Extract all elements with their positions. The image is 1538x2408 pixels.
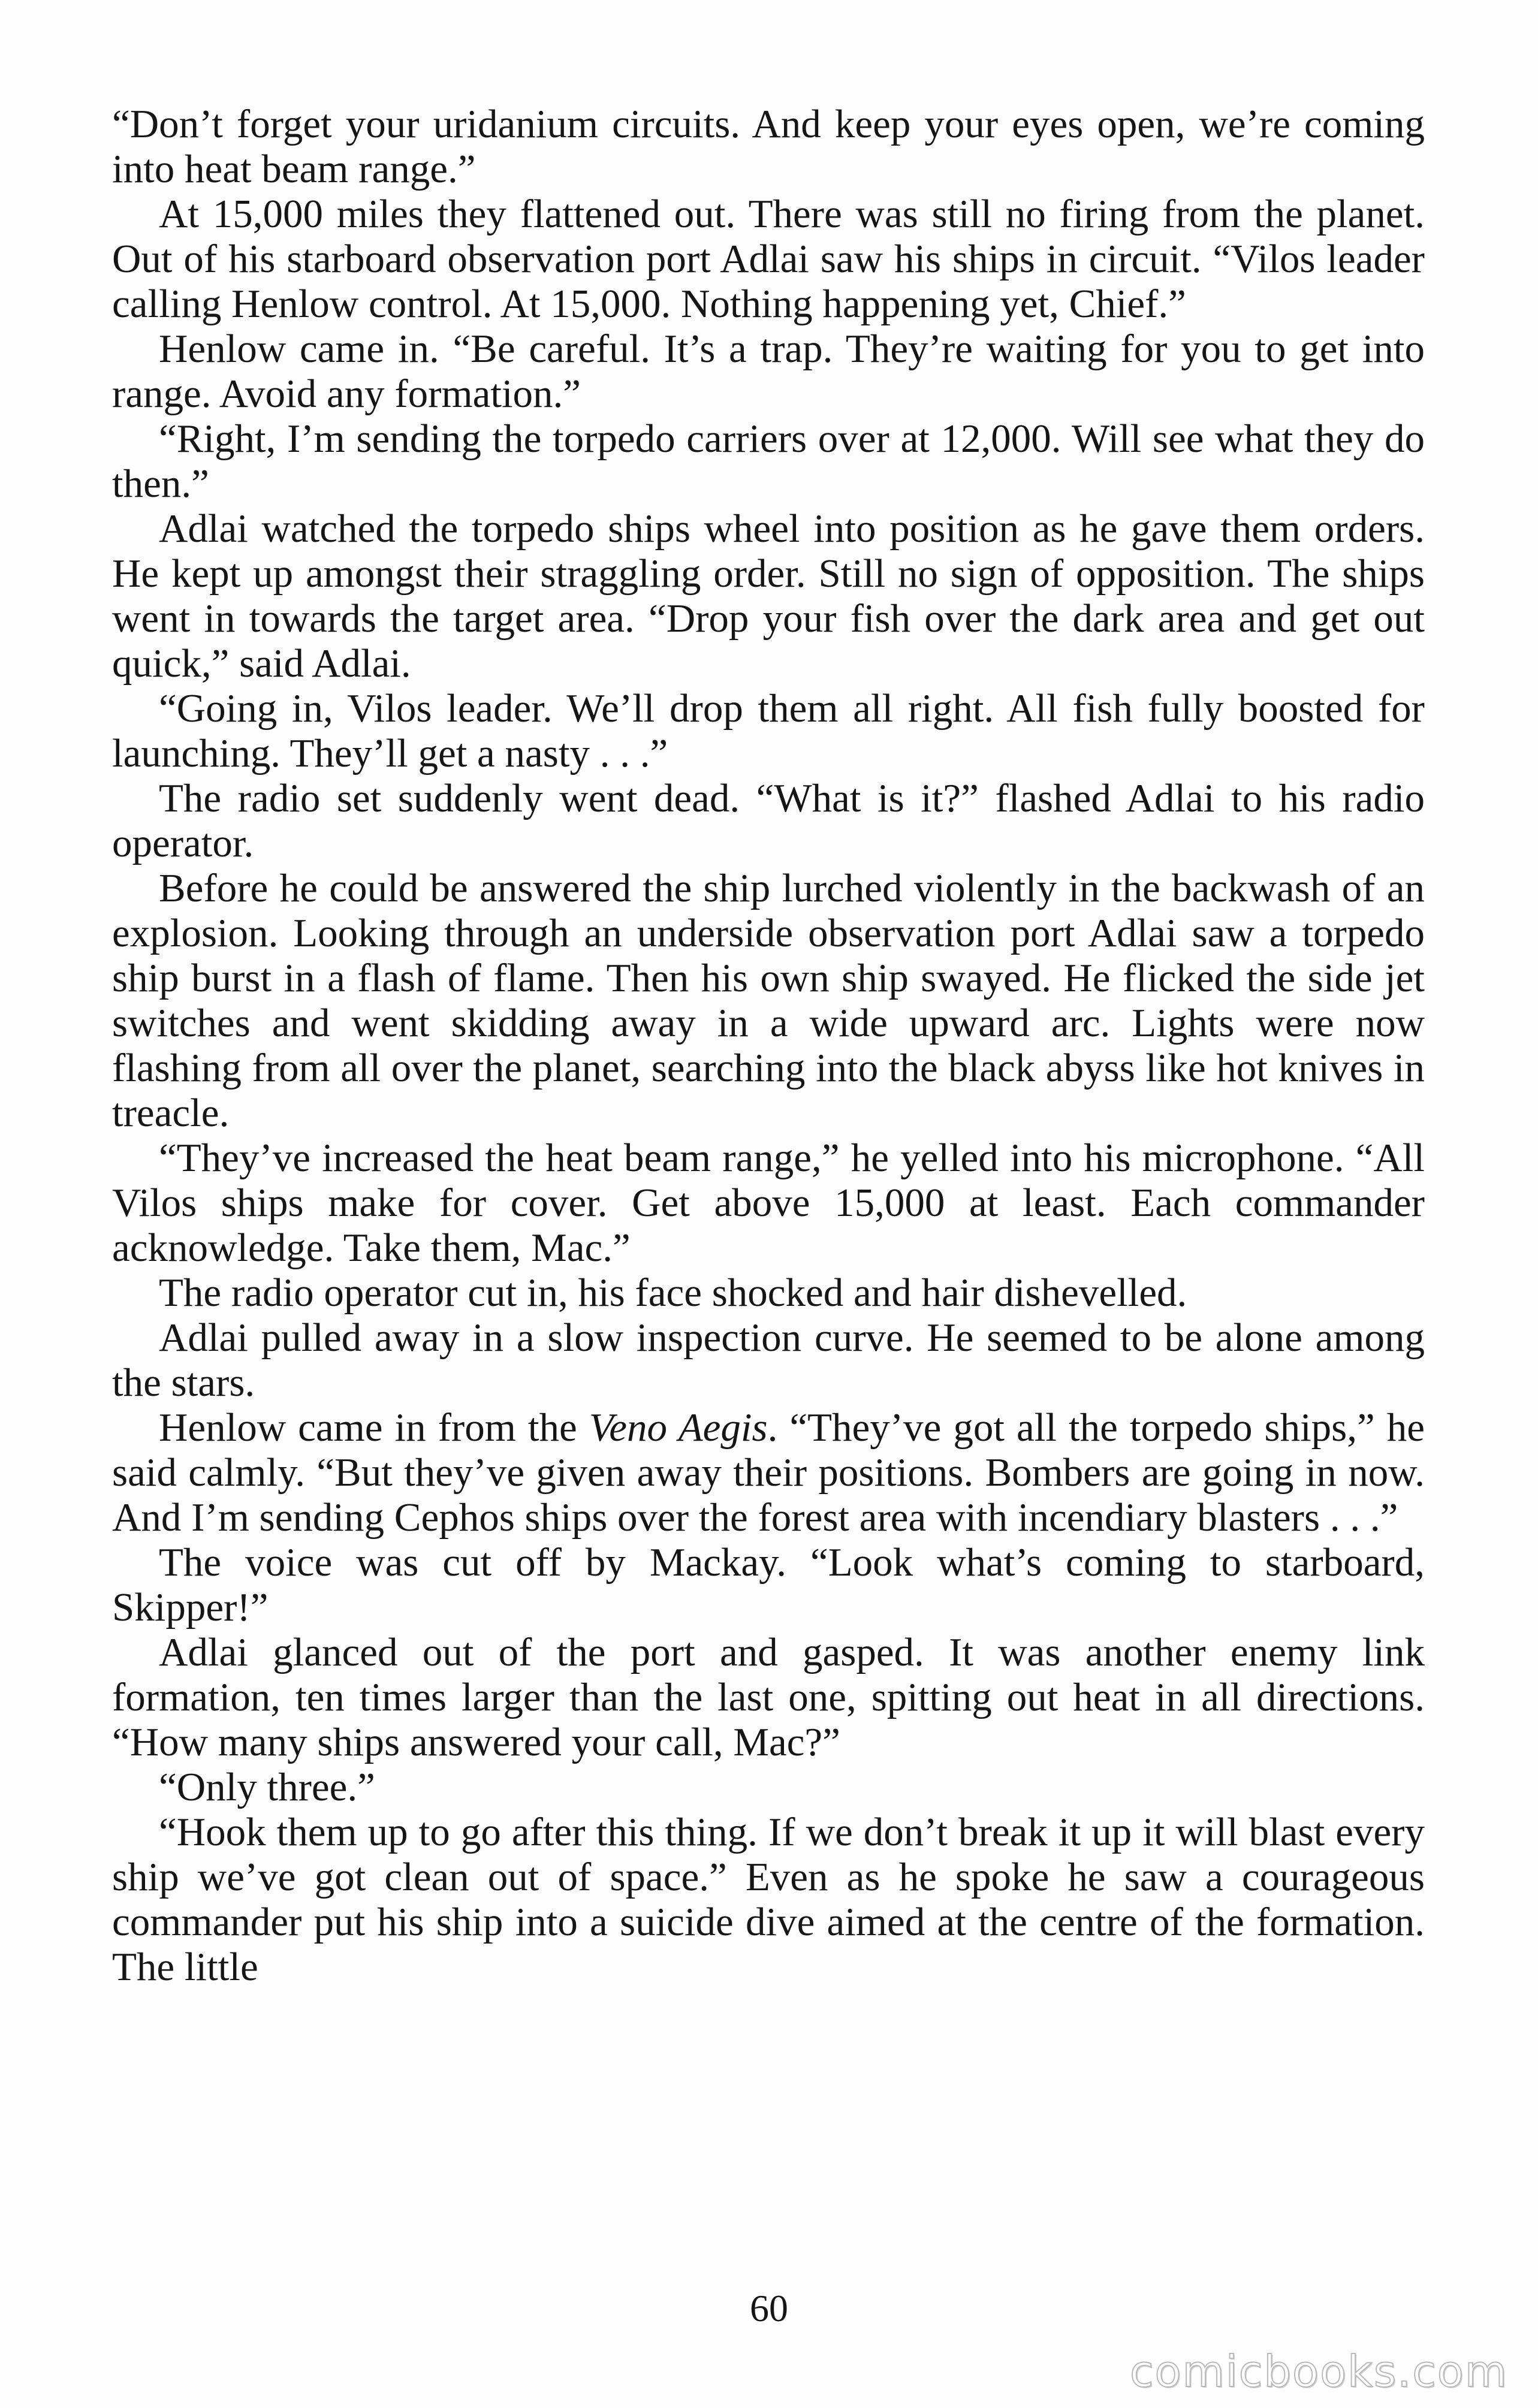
paragraph: At 15,000 miles they flattened out. There was still no firing from the planet. Out of his starboard observation port Adlai saw his ships in circuit. “Vilos leader calling Henlow control. At 15,000. Nothing happening yet, Chief.” [112, 192, 1425, 326]
ship-name: Veno Aegis [589, 1405, 768, 1450]
body-text [112, 102, 1425, 1990]
paragraph: “Don’t forget your uridanium circuits. And keep your eyes open, we’re coming into heat beam range.” [112, 102, 1425, 191]
paragraph: Adlai pulled away in a slow inspection curve. He seemed to be alone among the stars. [112, 1315, 1425, 1405]
paragraph: Adlai watched the torpedo ships wheel into position as he gave them orders. He kept up amongst their straggling order. Still no sign of opposition. The ships went in towards the target area. “Drop your fish over the dark area and get out quick,” said Adlai. [112, 506, 1425, 686]
paragraph: Henlow came in. “Be careful. It’s a trap. They’re waiting for you to get into range. Avoid any formation.” [112, 327, 1425, 416]
paragraph: The radio operator cut in, his face shocked and hair dishevelled. [159, 1271, 1187, 1315]
paragraph: “They’ve increased the heat beam range,” he yelled into his microphone. “All Vilos ships make for cover. Get above 15,000 at least. Each commander acknowledge. Take them, Mac.” [112, 1136, 1425, 1270]
paragraph: “Hook them up to go after this thing. If we don’t break it up it will blast every ship we’ve got clean out of space.” Even as he spoke he saw a courageous commander put his ship into a suicide dive aimed at the centre of the formation. The little [112, 1810, 1425, 1989]
paragraph: Adlai glanced out of the port and gasped. It was another enemy link formation, ten times larger than the last one, spitting out heat in all directions. “How many ships answered your call, Mac?” [112, 1630, 1425, 1764]
paragraph: Before he could be answered the ship lurched violently in the backwash of an explosion. Looking through an underside observation port Adlai saw a torpedo ship burst in a flash of flame. Then his own ship swayed. He flicked the side jet switches and went skidding away in a wide upward arc. Lights were now flashing from all over the planet, searching into the black abyss like hot knives in treacle. [112, 866, 1425, 1135]
paragraph: The voice was cut off by Mackay. “Look what’s coming to starboard, Skipper!” [112, 1540, 1425, 1630]
paragraph-with-ship-name [112, 1405, 1425, 1540]
paragraph: “Only three.” [159, 1765, 375, 1809]
paragraph: “Going in, Vilos leader. We’ll drop them all right. All fish fully boosted for launching. They’ll get a nasty . . .” [112, 686, 1425, 775]
page-number: 60 [750, 2287, 788, 2329]
paragraph-text-before: Henlow came in from the [159, 1405, 589, 1450]
paragraph-text-after: . “They’ve got all the torpedo ships,” he said calmly. “But they’ve given away their positions. Bombers are going in now. And I’m sending Cephos ships over the forest area with incendiary blasters . . .” [112, 1405, 1425, 1540]
paragraph: “Right, I’m sending the torpedo carriers over at 12,000. Will see what they do then.” [112, 417, 1425, 506]
paragraph: The radio set suddenly went dead. “What is it?” flashed Adlai to his radio operator. [112, 776, 1425, 865]
watermark: comicbooks.com [1129, 2346, 1508, 2397]
